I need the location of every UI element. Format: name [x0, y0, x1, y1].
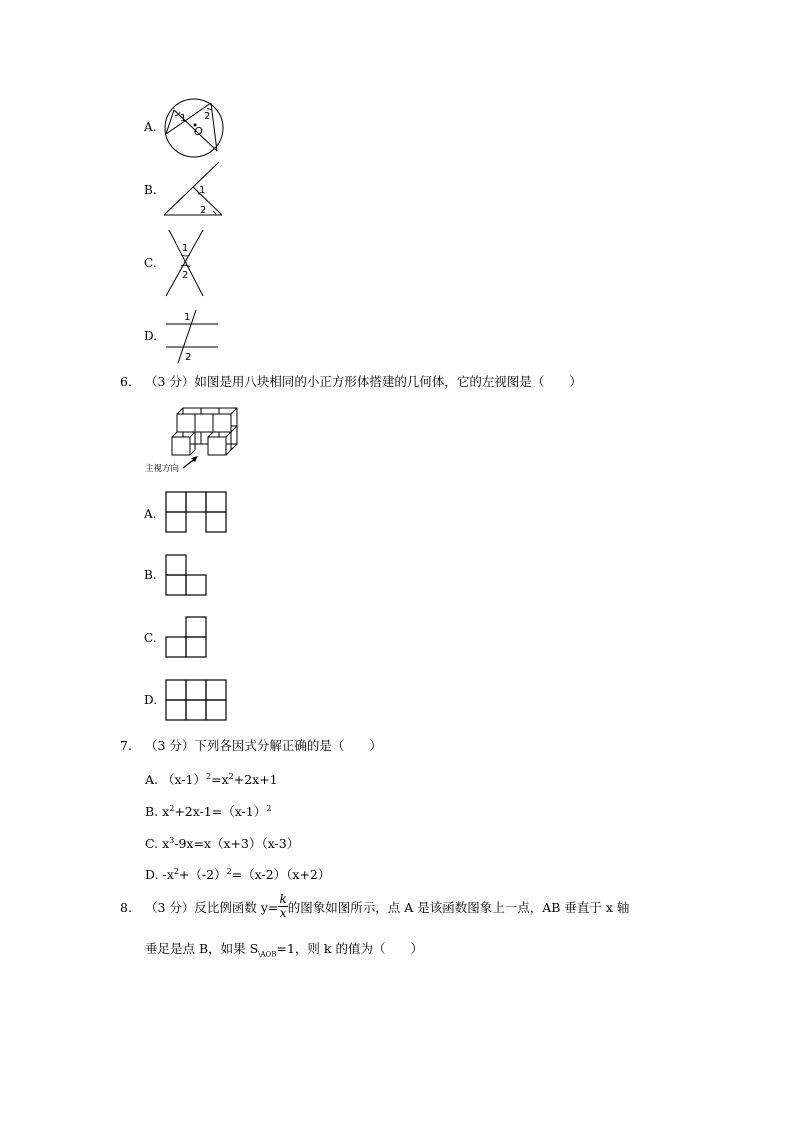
q6-option-d-label: D.: [144, 693, 158, 707]
q5a-angle-2: 2: [204, 111, 211, 122]
q5-option-c-label: C.: [144, 256, 157, 270]
q5-option-d-label: D.: [144, 329, 158, 343]
q6-option-a-figure: [165, 491, 229, 535]
q6-option-d-figure: [165, 679, 229, 723]
q6-option-c-figure: [165, 616, 209, 660]
q5-option-d-figure: [164, 308, 220, 364]
q5c-angle-2: 2: [182, 270, 189, 281]
q7-number: 7.: [120, 738, 132, 753]
q5b-angle-1: 1: [199, 185, 206, 196]
q8-question-line-2: 垂足是点 B，如果 $S_{\backslash AOB}=1$，则 k 的值为（ ）: [145, 941, 423, 959]
q5-option-a-figure: [163, 96, 225, 160]
q7b-label: B.: [145, 804, 159, 819]
q5a-angle-1: 1: [180, 113, 187, 124]
q5d-angle-1: 1: [184, 312, 191, 323]
q5-option-c-figure: [163, 226, 207, 298]
q6-option-a-label: A.: [144, 507, 157, 521]
q8-triangle-aob-subscript: \AOB: [258, 950, 277, 959]
q6-question-text: （3 分）如图是用八块相同的小正方形体搭建的几何体，它的左视图是（ ）: [145, 374, 582, 389]
q6-number: 6.: [120, 374, 132, 389]
q6-solid-figure: [145, 404, 245, 476]
q5-option-b-figure: [162, 160, 224, 218]
q5d-angle-2: 2: [185, 352, 192, 363]
q7-option-d: D. $-x^2+(-2)^2=(x-2)(x+2)$: [145, 867, 331, 882]
q7a-label: A.: [145, 772, 159, 787]
q6-option-c-label: C.: [144, 631, 157, 645]
q6-view-direction-label: 主视方向: [145, 464, 180, 474]
q8-question-line-1: （3 分）反比例函数 y= $\frac{k}{x}$ 的图象如图所示，点 A 是该函数图象上一点，AB 垂直于 x 轴: [145, 891, 630, 920]
q6-option-b-figure: [165, 554, 209, 598]
q7-option-a: A. $(x-1)^2=x^2+2x+1$: [145, 772, 278, 787]
q5-option-a-label: A.: [144, 120, 157, 134]
q7-question-text: （3 分）下列各因式分解正确的是（ ）: [145, 738, 382, 753]
q7c-label: C.: [145, 836, 159, 851]
q5-option-b-label: B.: [144, 183, 157, 197]
q8-fraction-k-over-x: $\frac{k}{x}$: [279, 891, 287, 920]
q7d-label: D.: [145, 867, 159, 882]
q5c-angle-1: 1: [182, 243, 189, 254]
q6-option-b-label: B.: [144, 568, 157, 582]
q7-option-c: C. $x^3-9x=x(x+3)(x-3)$: [145, 836, 300, 851]
q5b-angle-2: 2: [200, 205, 207, 216]
q5a-center-o: O: [194, 125, 203, 138]
q8-number: 8.: [120, 900, 132, 915]
q7-option-b: B. $x^2+2x-1=(x-1)^2$: [145, 804, 272, 819]
